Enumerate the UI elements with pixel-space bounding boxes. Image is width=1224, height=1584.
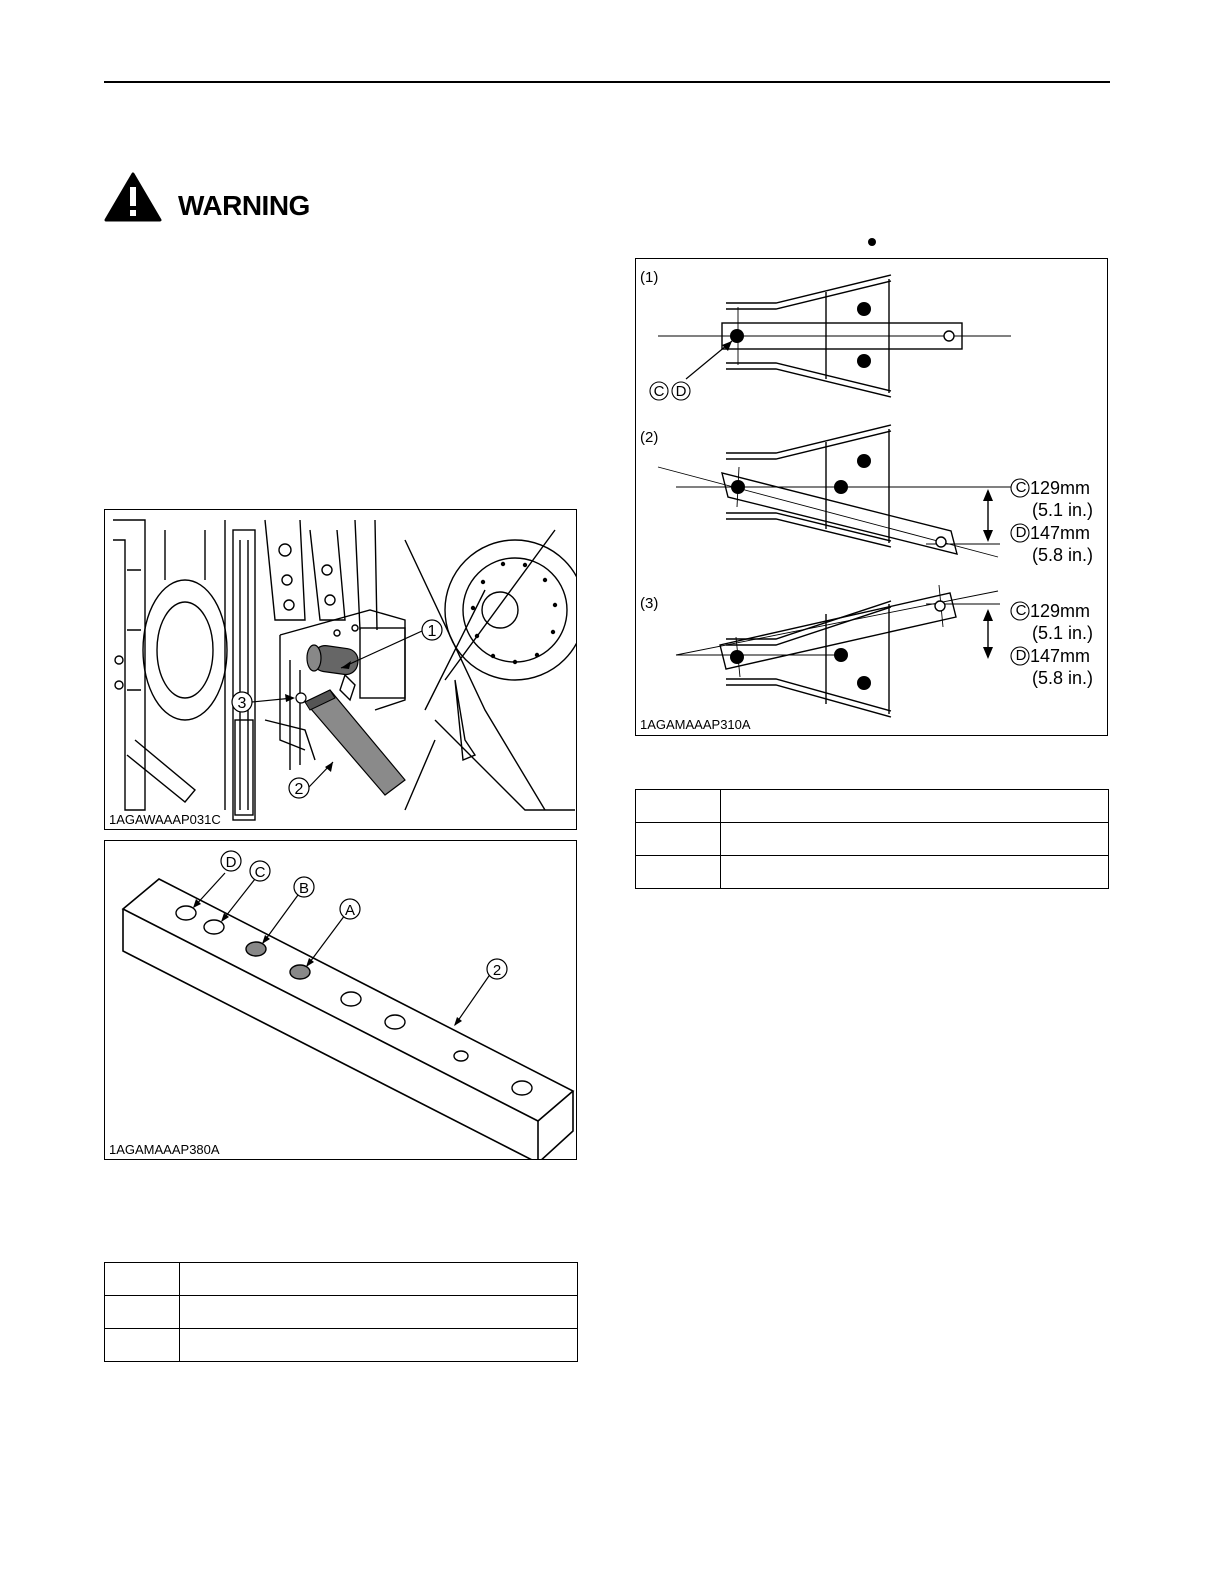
hole-label-b: B [298, 880, 310, 897]
dim-d-in: (5.8 in.) [1032, 545, 1094, 565]
dim-c-mm: 129mm [1030, 478, 1091, 498]
dim-d-in: (5.8 in.) [1032, 668, 1094, 688]
left-spec-table [104, 1262, 578, 1362]
drawbar-offset-figure [635, 258, 1108, 736]
hole-label-c: C [254, 864, 266, 881]
figure2-callout-2: 2 [492, 962, 502, 979]
warning-triangle-icon [104, 172, 162, 222]
figure1-code: 1AGAWAAAP031C [109, 812, 221, 827]
dim-mark-d: D [1015, 524, 1027, 541]
svg-text:C: C [653, 383, 665, 400]
table-row [636, 856, 1109, 889]
figure3-code: 1AGAMAAAP310A [640, 717, 751, 732]
header-rule [104, 81, 1110, 83]
table-row [636, 823, 1109, 856]
panel-1-label: (1) [640, 269, 659, 286]
table-row [105, 1296, 578, 1329]
right-spec-table [635, 789, 1109, 889]
dim-d-mm: 147mm [1030, 646, 1091, 666]
figure1-callout-3: 3 [237, 695, 247, 712]
table-row [636, 790, 1109, 823]
drawbar-holes-drawing [105, 841, 577, 1160]
table-row [105, 1329, 578, 1362]
bullet-dot [868, 238, 876, 246]
figure1-callout-1: 1 [427, 623, 437, 640]
dim-c-mm: 129mm [1030, 601, 1091, 621]
figure2-code: 1AGAMAAAP380A [109, 1142, 220, 1157]
hole-label-d: D [225, 854, 237, 871]
table-row [105, 1263, 578, 1296]
dim-d-mm: 147mm [1030, 523, 1091, 543]
dim-c-in: (5.1 in.) [1032, 500, 1094, 520]
svg-text:D: D [675, 383, 687, 400]
dim-mark-c: C [1015, 479, 1027, 496]
figure1-callout-2: 2 [294, 781, 304, 798]
drawbar-holes-figure [104, 840, 577, 1160]
panel-3-label: (3) [640, 595, 659, 612]
dim-c-in: (5.1 in.) [1032, 623, 1094, 643]
dim-mark-c: C [1015, 602, 1027, 619]
drawbar-tractor-figure [104, 509, 577, 830]
panel-2-label: (2) [640, 429, 659, 446]
drawbar-tractor-drawing [105, 510, 577, 830]
hole-label-a: A [344, 902, 356, 919]
warning-title: WARNING [178, 190, 310, 221]
dim-mark-d: D [1015, 647, 1027, 664]
